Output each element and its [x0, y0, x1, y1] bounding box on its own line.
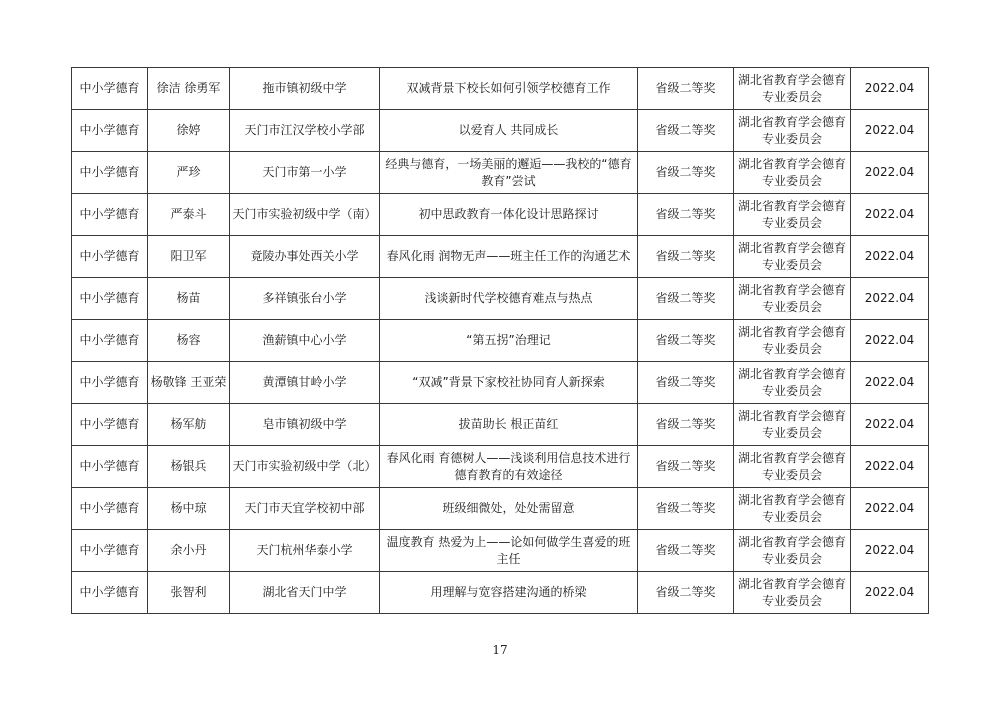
- cell-organizer: 湖北省教育学会德育专业委员会: [734, 530, 851, 572]
- cell-category: 中小学德育: [72, 530, 148, 572]
- cell-award-level: 省级二等奖: [638, 446, 734, 488]
- table-row: [72, 572, 929, 614]
- cell-paper-title: 春风化雨 润物无声——班主任工作的沟通艺术: [380, 236, 638, 278]
- cell-author: 杨银兵: [148, 446, 230, 488]
- cell-category: 中小学德育: [72, 194, 148, 236]
- cell-award-level: 省级二等奖: [638, 68, 734, 110]
- table-row: [72, 278, 929, 320]
- cell-paper-title: “双减”背景下家校社协同育人新探索: [380, 362, 638, 404]
- table-row: [72, 404, 929, 446]
- cell-date: 2022.04: [851, 362, 929, 404]
- cell-award-level: 省级二等奖: [638, 572, 734, 614]
- cell-date: 2022.04: [851, 278, 929, 320]
- cell-author: 徐洁 徐勇军: [148, 68, 230, 110]
- cell-date: 2022.04: [851, 530, 929, 572]
- cell-author: 杨中琼: [148, 488, 230, 530]
- cell-category: 中小学德育: [72, 278, 148, 320]
- table-row: [72, 530, 929, 572]
- cell-author: 徐婷: [148, 110, 230, 152]
- cell-date: 2022.04: [851, 320, 929, 362]
- cell-author: 杨容: [148, 320, 230, 362]
- cell-author: 阳卫军: [148, 236, 230, 278]
- cell-date: 2022.04: [851, 110, 929, 152]
- cell-organizer: 湖北省教育学会德育专业委员会: [734, 278, 851, 320]
- awards-table-body: [72, 68, 929, 614]
- page-number: 17: [492, 643, 508, 657]
- cell-category: 中小学德育: [72, 572, 148, 614]
- table-row: [72, 110, 929, 152]
- cell-date: 2022.04: [851, 446, 929, 488]
- cell-paper-title: 拔苗助长 根正苗红: [380, 404, 638, 446]
- cell-date: 2022.04: [851, 194, 929, 236]
- cell-school: 湖北省天门中学: [230, 572, 380, 614]
- cell-organizer: 湖北省教育学会德育专业委员会: [734, 362, 851, 404]
- cell-award-level: 省级二等奖: [638, 152, 734, 194]
- cell-category: 中小学德育: [72, 110, 148, 152]
- cell-paper-title: 班级细微处，处处需留意: [380, 488, 638, 530]
- cell-organizer: 湖北省教育学会德育专业委员会: [734, 488, 851, 530]
- cell-school: 天门市江汉学校小学部: [230, 110, 380, 152]
- cell-school: 天门市实验初级中学（南）: [230, 194, 380, 236]
- cell-category: 中小学德育: [72, 362, 148, 404]
- cell-organizer: 湖北省教育学会德育专业委员会: [734, 194, 851, 236]
- cell-award-level: 省级二等奖: [638, 530, 734, 572]
- cell-organizer: 湖北省教育学会德育专业委员会: [734, 404, 851, 446]
- cell-organizer: 湖北省教育学会德育专业委员会: [734, 110, 851, 152]
- cell-category: 中小学德育: [72, 446, 148, 488]
- table-row: [72, 488, 929, 530]
- table-row: [72, 152, 929, 194]
- cell-school: 多祥镇张台小学: [230, 278, 380, 320]
- cell-author: 杨敬锋 王亚荣: [148, 362, 230, 404]
- cell-category: 中小学德育: [72, 152, 148, 194]
- cell-school: 天门市天宜学校初中部: [230, 488, 380, 530]
- cell-school: 皂市镇初级中学: [230, 404, 380, 446]
- table-row: [72, 320, 929, 362]
- cell-organizer: 湖北省教育学会德育专业委员会: [734, 446, 851, 488]
- cell-author: 张智利: [148, 572, 230, 614]
- cell-organizer: 湖北省教育学会德育专业委员会: [734, 152, 851, 194]
- cell-category: 中小学德育: [72, 68, 148, 110]
- cell-category: 中小学德育: [72, 488, 148, 530]
- cell-category: 中小学德育: [72, 404, 148, 446]
- cell-author: 严珍: [148, 152, 230, 194]
- cell-award-level: 省级二等奖: [638, 110, 734, 152]
- table-row: [72, 362, 929, 404]
- cell-school: 拖市镇初级中学: [230, 68, 380, 110]
- cell-award-level: 省级二等奖: [638, 488, 734, 530]
- cell-school: 天门市实验初级中学（北）: [230, 446, 380, 488]
- cell-paper-title: 经典与德育，一场美丽的邂逅——我校的“德育教育”尝试: [380, 152, 638, 194]
- cell-award-level: 省级二等奖: [638, 194, 734, 236]
- cell-school: 天门市第一小学: [230, 152, 380, 194]
- cell-award-level: 省级二等奖: [638, 278, 734, 320]
- cell-author: 严泰斗: [148, 194, 230, 236]
- cell-category: 中小学德育: [72, 320, 148, 362]
- cell-author: 杨军舫: [148, 404, 230, 446]
- cell-paper-title: 浅谈新时代学校德育难点与热点: [380, 278, 638, 320]
- cell-award-level: 省级二等奖: [638, 236, 734, 278]
- cell-date: 2022.04: [851, 488, 929, 530]
- cell-paper-title: “第五拐”治理记: [380, 320, 638, 362]
- cell-organizer: 湖北省教育学会德育专业委员会: [734, 236, 851, 278]
- table-row: [72, 68, 929, 110]
- cell-award-level: 省级二等奖: [638, 320, 734, 362]
- table-row: [72, 236, 929, 278]
- cell-date: 2022.04: [851, 236, 929, 278]
- cell-organizer: 湖北省教育学会德育专业委员会: [734, 572, 851, 614]
- cell-school: 天门杭州华泰小学: [230, 530, 380, 572]
- cell-paper-title: 用理解与宽容搭建沟通的桥梁: [380, 572, 638, 614]
- cell-date: 2022.04: [851, 68, 929, 110]
- cell-organizer: 湖北省教育学会德育专业委员会: [734, 320, 851, 362]
- table-row: [72, 194, 929, 236]
- cell-author: 余小丹: [148, 530, 230, 572]
- cell-date: 2022.04: [851, 404, 929, 446]
- cell-paper-title: 初中思政教育一体化设计思路探讨: [380, 194, 638, 236]
- cell-date: 2022.04: [851, 152, 929, 194]
- cell-school: 竟陵办事处西关小学: [230, 236, 380, 278]
- cell-paper-title: 温度教育 热爱为上——论如何做学生喜爱的班主任: [380, 530, 638, 572]
- table-row: [72, 446, 929, 488]
- cell-date: 2022.04: [851, 572, 929, 614]
- cell-paper-title: 春风化雨 育德树人——浅谈利用信息技术进行德育教育的有效途径: [380, 446, 638, 488]
- cell-school: 渔薪镇中心小学: [230, 320, 380, 362]
- cell-author: 杨苗: [148, 278, 230, 320]
- cell-award-level: 省级二等奖: [638, 362, 734, 404]
- cell-paper-title: 双减背景下校长如何引领学校德育工作: [380, 68, 638, 110]
- cell-paper-title: 以爱育人 共同成长: [380, 110, 638, 152]
- cell-organizer: 湖北省教育学会德育专业委员会: [734, 68, 851, 110]
- cell-category: 中小学德育: [72, 236, 148, 278]
- cell-award-level: 省级二等奖: [638, 404, 734, 446]
- awards-table: [71, 67, 929, 614]
- cell-school: 黄潭镇甘岭小学: [230, 362, 380, 404]
